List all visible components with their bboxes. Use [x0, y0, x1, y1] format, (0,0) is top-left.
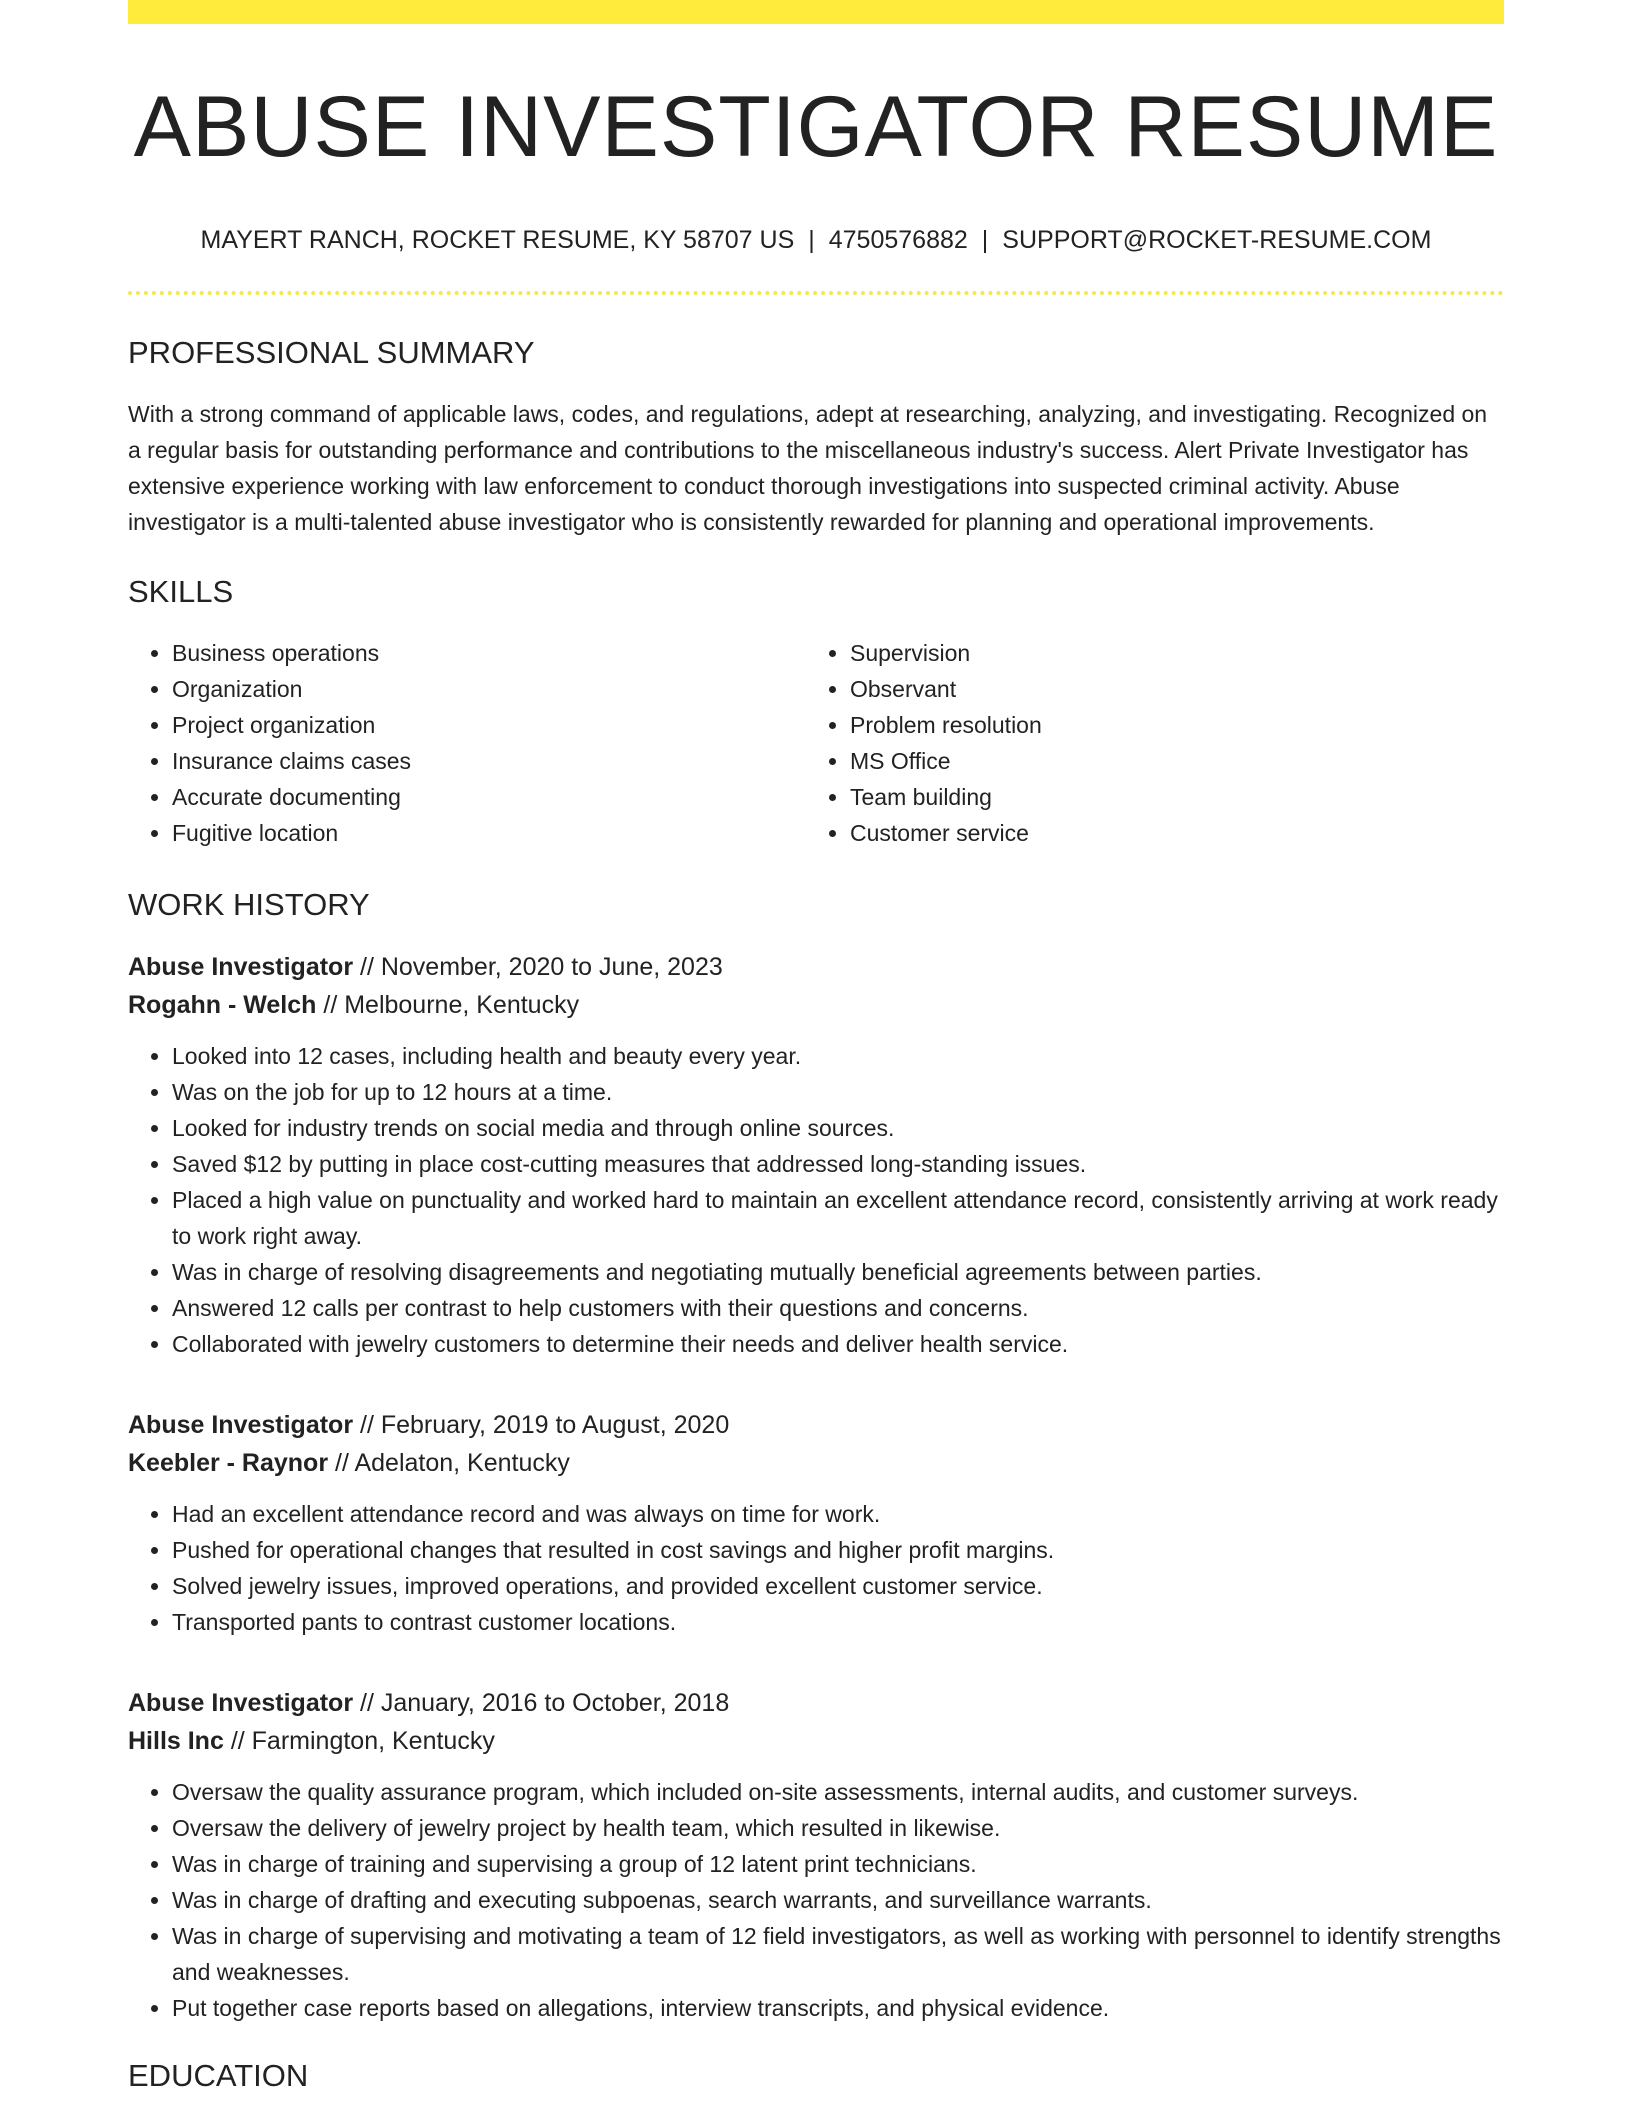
- skill-item: • Project organization: [172, 707, 806, 743]
- job-entry: [128, 948, 1504, 1362]
- contact-line: [128, 228, 1504, 253]
- job-company: Hills Inc: [128, 1727, 224, 1755]
- duty-item: • Oversaw the delivery of jewelry project by health team, which resulted in likewise.: [172, 1810, 1504, 1846]
- job-entry: [128, 1684, 1504, 2026]
- duty-item: • Answered 12 calls per contrast to help customers with their questions and concerns.: [172, 1290, 1504, 1326]
- skills-column-left: [128, 635, 806, 851]
- skill-item: • Customer service: [850, 815, 1484, 851]
- skill-item: • MS Office: [850, 743, 1484, 779]
- job-title-line: [128, 1684, 1504, 1722]
- duty-item: • Was on the job for up to 12 hours at a time.: [172, 1074, 1504, 1110]
- skill-item: • Supervision: [850, 635, 1484, 671]
- duty-item: • Put together case reports based on allegations, interview transcripts, and physical evidence.: [172, 1990, 1504, 2026]
- job-company-line: [128, 986, 1504, 1024]
- job-company: Keebler - Raynor: [128, 1449, 329, 1477]
- resume-title: ABUSE INVESTIGATOR RESUME: [133, 79, 1499, 175]
- work-history-heading: WORK HISTORY: [128, 887, 370, 922]
- duty-item: • Had an excellent attendance record and was always on time for work.: [172, 1496, 1504, 1532]
- accent-bar: [128, 0, 1504, 24]
- duty-item: • Was in charge of drafting and executing subpoenas, search warrants, and surveillance warrants.: [172, 1882, 1504, 1918]
- duty-item: • Saved $12 by putting in place cost-cutting measures that addressed long-standing issues.: [172, 1146, 1504, 1182]
- job-dates: // February, 2019 to August, 2020: [353, 1411, 730, 1439]
- summary-heading: PROFESSIONAL SUMMARY: [128, 335, 535, 370]
- duty-item: • Collaborated with jewelry customers to determine their needs and deliver health service.: [172, 1326, 1504, 1362]
- resume-page: [128, 0, 1504, 2091]
- duty-item: • Solved jewelry issues, improved operations, and provided excellent customer service.: [172, 1568, 1504, 1604]
- job-duties: [128, 1038, 1504, 1362]
- contact-separator: |: [981, 226, 989, 254]
- skill-item: • Organization: [172, 671, 806, 707]
- contact-email: SUPPORT@ROCKET-RESUME.COM: [1002, 226, 1432, 254]
- duty-item: • Oversaw the quality assurance program, which included on-site assessments, internal audits, and customer surveys.: [172, 1774, 1504, 1810]
- job-title: Abuse Investigator: [128, 1411, 354, 1439]
- duty-item: • Looked into 12 cases, including health and beauty every year.: [172, 1038, 1504, 1074]
- job-company-line: [128, 1722, 1504, 1760]
- job-dates: // November, 2020 to June, 2023: [353, 953, 723, 981]
- duty-item: • Pushed for operational changes that resulted in cost savings and higher profit margins.: [172, 1532, 1504, 1568]
- duty-item: • Was in charge of supervising and motivating a team of 12 field investigators, as well as working with personnel to identify strengths and weaknesses.: [172, 1918, 1504, 1990]
- skills-heading: SKILLS: [128, 574, 234, 609]
- job-duties: [128, 1496, 1504, 1640]
- contact-separator: |: [808, 226, 815, 254]
- skill-item: • Insurance claims cases: [172, 743, 806, 779]
- skill-item: • Accurate documenting: [172, 779, 806, 815]
- job-title: Abuse Investigator: [128, 953, 354, 981]
- job-title: Abuse Investigator: [128, 1689, 354, 1717]
- duty-item: • Was in charge of training and supervising a group of 12 latent print technicians.: [172, 1846, 1504, 1882]
- job-dates: // January, 2016 to October, 2018: [353, 1689, 730, 1717]
- duty-item: • Looked for industry trends on social media and through online sources.: [172, 1110, 1504, 1146]
- skill-item: • Observant: [850, 671, 1484, 707]
- job-location: // Melbourne, Kentucky: [316, 991, 580, 1019]
- skills-grid: [128, 635, 1504, 851]
- skill-item: • Team building: [850, 779, 1484, 815]
- skill-item: • Problem resolution: [850, 707, 1484, 743]
- job-location: // Adelaton, Kentucky: [328, 1449, 570, 1477]
- job-company-line: [128, 1444, 1504, 1482]
- skills-column-right: [806, 635, 1484, 851]
- skill-item: • Fugitive location: [172, 815, 806, 851]
- contact-phone: 4750576882: [828, 226, 968, 254]
- job-entry: [128, 1406, 1504, 1640]
- duty-item: • Was in charge of resolving disagreements and negotiating mutually beneficial agreements between parties.: [172, 1254, 1504, 1290]
- job-duties: [128, 1774, 1504, 2026]
- job-title-line: [128, 1406, 1504, 1444]
- dotted-divider: [128, 291, 1504, 295]
- job-location: // Farmington, Kentucky: [223, 1727, 495, 1755]
- education-heading: EDUCATION: [128, 2058, 309, 2093]
- summary-text: With a strong command of applicable laws, codes, and regulations, adept at researching, analyzing, and investigating. Recognized on a regular basis for outstanding performance and contributions to the miscellaneous industry's success. Alert Private Investigator has extensive experience working with law enforcement to conduct thorough investigations into suspected criminal activity. Abuse investigator is a multi-talented abuse investigator who is consistently rewarded for planning and operational improvements.: [128, 401, 1488, 535]
- contact-address: MAYERT RANCH, ROCKET RESUME, KY 58707 US: [200, 226, 795, 254]
- job-company: Rogahn - Welch: [128, 991, 317, 1019]
- job-title-line: [128, 948, 1504, 986]
- duty-item: • Transported pants to contrast customer locations.: [172, 1604, 1504, 1640]
- skill-item: • Business operations: [172, 635, 806, 671]
- duty-item: • Placed a high value on punctuality and worked hard to maintain an excellent attendance record, consistently arriving at work ready to work right away.: [172, 1182, 1504, 1254]
